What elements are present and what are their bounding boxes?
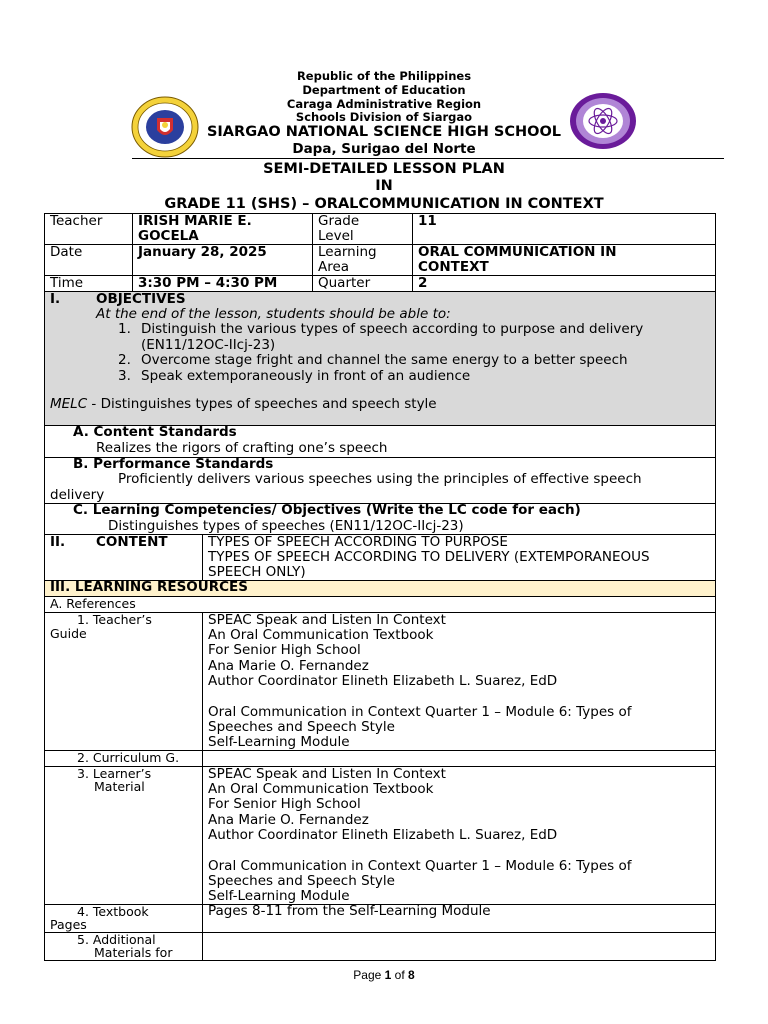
header-division: Schools Division of Siargao [295,110,473,124]
learners-material-line: An Oral Communication Textbook [208,781,434,797]
melc-line [50,397,437,413]
additional-materials-label-line1: 5. Additional [77,932,156,947]
curriculum-guide-label: 2. Curriculum G. [77,750,180,765]
objective-1-text: Distinguish the various types of speech according to purpose and delivery [141,321,644,337]
header-republic: Republic of the Philippines [296,69,472,83]
additional-materials-label-line2: Materials for [94,945,173,960]
quarter-value: 2 [418,275,428,291]
deped-seal-logo [130,96,200,158]
header-region: Caraga Administrative Region [286,97,482,111]
learners-material-line: Speeches and Speech Style [208,873,395,889]
textbook-pages-value: Pages 8-11 from the Self-Learning Module [208,903,491,919]
objectives-heading: OBJECTIVES [96,291,186,307]
page-footer [0,968,768,982]
objective-1-number: 1. [118,321,131,337]
area-label-line1: Learning [318,244,377,260]
learning-competencies-heading: C. Learning Competencies/ Objectives (Write the LC code for each) [73,502,581,518]
lesson-plan-subject: GRADE 11 (SHS) – ORALCOMMUNICATION IN CONTEXT [164,196,604,212]
content-standards-heading: A. Content Standards [73,424,237,440]
melc-text: - Distinguishes types of speeches and speech style [87,396,437,412]
area-value-line1: ORAL COMMUNICATION IN [418,244,617,260]
learners-material-line: Oral Communication in Context Quarter 1 – Module 6: Types of [208,858,632,874]
content-line3: SPEECH ONLY) [208,564,306,580]
textbook-pages-label-line1: 4. Textbook [77,904,149,919]
content-line2: TYPES OF SPEECH ACCORDING TO DELIVERY (EXTEMPORANEOUS [208,549,650,565]
objectives-intro: At the end of the lesson, students should be able to: [96,306,451,322]
school-name: SIARGAO NATIONAL SCIENCE HIGH SCHOOL [206,124,562,140]
teachers-guide-label-line1: 1. Teacher’s [77,612,152,627]
references-row [44,596,716,613]
info-divider [132,213,133,292]
grade-value: 11 [418,213,437,229]
info-divider [312,213,313,292]
header-department: Department of Education [302,83,466,97]
teachers-guide-line: Oral Communication in Context Quarter 1 – Module 6: Types of [208,704,632,720]
objective-2-number: 2. [118,352,131,368]
teachers-guide-label-line2: Guide [50,626,87,641]
learning-resources-heading: III. LEARNING RESOURCES [50,579,248,595]
objective-3-text: Speak extemporaneously in front of an audience [141,368,471,384]
area-value-line2: CONTEXT [418,259,489,275]
teachers-guide-line: For Senior High School [208,642,361,658]
learners-material-line: Self-Learning Module [208,888,350,904]
learners-material-label-line1: 3. Learner’s [77,766,152,781]
school-address: Dapa, Surigao del Norte [292,141,476,157]
learners-material-line: Ana Marie O. Fernandez [208,812,369,828]
grade-label-line1: Grade [318,213,360,229]
objective-1-code: (EN11/12OC-IIcj-23) [141,337,276,353]
date-value: January 28, 2025 [138,244,267,260]
teacher-label: Teacher [50,213,103,229]
date-label: Date [50,244,83,260]
learners-material-line: SPEAC Speak and Listen In Context [208,766,446,782]
content-line1: TYPES OF SPEECH ACCORDING TO PURPOSE [208,534,508,550]
objective-3-number: 3. [118,368,131,384]
lesson-plan-title: SEMI-DETAILED LESSON PLAN [263,161,505,177]
footer-of-word: of [394,968,405,982]
performance-standards-text-line2: delivery [50,487,105,503]
content-standards-text: Realizes the rigors of crafting one’s speech [96,440,388,456]
time-value: 3:30 PM – 4:30 PM [138,275,278,291]
textbook-pages-label-line2: Pages [50,917,87,932]
info-divider [412,213,413,292]
content-divider [202,534,203,581]
content-number: II. [50,534,66,550]
time-label: Time [50,275,84,291]
footer-page-number: 1 [384,968,392,982]
performance-standards-heading: B. Performance Standards [73,456,274,472]
teacher-value-line1: IRISH MARIE E. [138,213,252,229]
objective-2-text: Overcome stage fright and channel the same energy to a better speech [141,352,628,368]
learners-material-line: Author Coordinator Elineth Elizabeth L. Suarez, EdD [208,827,558,843]
resources-column-divider [202,612,203,961]
teachers-guide-line: Author Coordinator Elineth Elizabeth L. Suarez, EdD [208,673,558,689]
quarter-label: Quarter [318,275,371,291]
objectives-number: I. [50,291,61,307]
school-seal-logo [569,92,637,150]
teacher-value-line2: GOCELA [138,228,199,244]
grade-label-line2: Level [318,228,354,244]
teachers-guide-line: Ana Marie O. Fernandez [208,658,369,674]
area-label-line2: Area [318,259,350,275]
melc-label: MELC [50,396,88,412]
content-heading: CONTENT [96,534,168,550]
footer-page-word: Page [353,968,382,982]
performance-standards-text-line1: Proficiently delivers various speeches using the principles of effective speech [118,471,642,487]
teachers-guide-line: An Oral Communication Textbook [208,627,434,643]
learning-competencies-text: Distinguishes types of speeches (EN11/12OC-IIcj-23) [108,518,464,534]
lesson-plan-in: IN [375,178,393,194]
teachers-guide-line: Speeches and Speech Style [208,719,395,735]
header-divider [132,158,724,159]
learners-material-line: For Senior High School [208,796,361,812]
teachers-guide-line: Self-Learning Module [208,734,350,750]
references-label: A. References [50,596,136,611]
teachers-guide-line: SPEAC Speak and Listen In Context [208,612,446,628]
footer-page-total: 8 [408,968,415,982]
learners-material-label-line2: Material [94,779,145,794]
